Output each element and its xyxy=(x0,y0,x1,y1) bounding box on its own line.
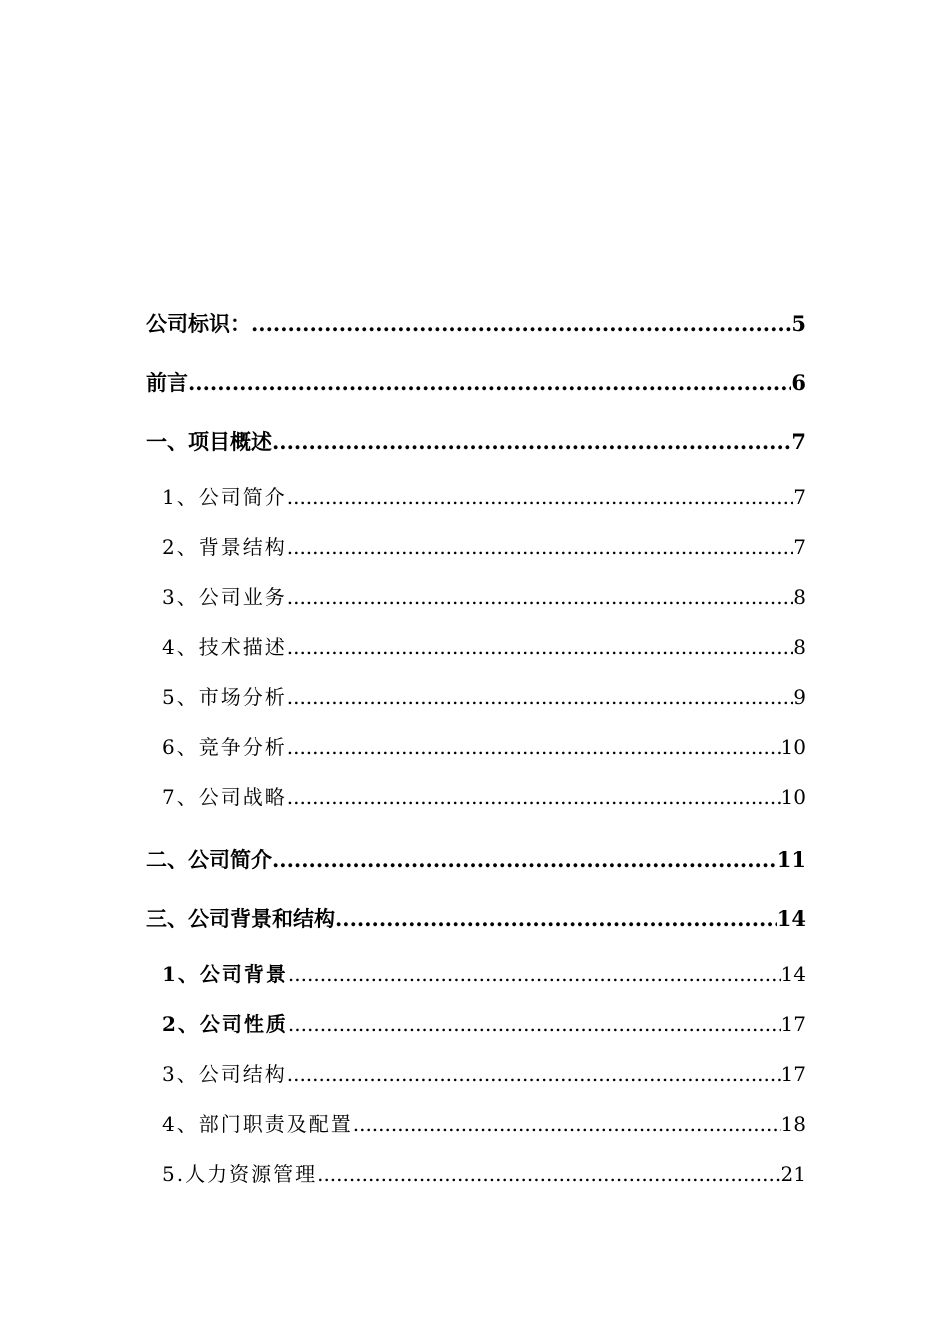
toc-entry-label: 二、公司简介 xyxy=(146,847,272,872)
toc-entry-label: 前言 xyxy=(146,370,188,395)
toc-leader-dots xyxy=(288,1004,781,1044)
toc-entry-label: 3、公司业务 xyxy=(162,585,287,609)
toc-entry-label: 3、公司结构 xyxy=(162,1062,287,1086)
toc-page-number: 7 xyxy=(793,535,806,559)
table-of-contents xyxy=(146,300,806,1204)
toc-entry-label: 三、公司背景和结构 xyxy=(146,906,335,931)
toc-leader-dots xyxy=(353,1104,781,1144)
toc-leader-dots xyxy=(287,477,794,517)
toc-subentry-company-structure[interactable] xyxy=(146,1054,806,1104)
toc-page-number: 21 xyxy=(780,1162,806,1186)
toc-leader-dots xyxy=(287,577,794,617)
toc-page-number: 14 xyxy=(780,962,806,986)
toc-subentry-department-duties[interactable] xyxy=(146,1104,806,1154)
toc-entry-label: 2、背景结构 xyxy=(162,535,287,559)
toc-entry-label: 1、公司简介 xyxy=(162,485,287,509)
toc-leader-dots xyxy=(272,836,777,884)
toc-page-number: 8 xyxy=(793,635,806,659)
toc-entry-label: 7、公司战略 xyxy=(162,785,287,809)
toc-subentry-company-background[interactable] xyxy=(146,954,806,1004)
toc-entry-company-logo[interactable] xyxy=(146,300,806,359)
toc-leader-dots xyxy=(335,895,777,943)
toc-subentry-company-strategy[interactable] xyxy=(146,777,806,827)
toc-page-number: 7 xyxy=(791,429,806,454)
toc-page-number: 8 xyxy=(793,585,806,609)
toc-page-number: 5 xyxy=(791,311,806,336)
toc-page-number: 10 xyxy=(780,785,806,809)
toc-subentry-company-intro[interactable] xyxy=(146,477,806,527)
toc-leader-dots xyxy=(287,527,794,567)
toc-page-number: 18 xyxy=(780,1112,806,1136)
toc-entry-company-profile[interactable] xyxy=(146,836,806,895)
toc-subentry-company-nature[interactable] xyxy=(146,1004,806,1054)
toc-leader-dots xyxy=(272,418,791,466)
toc-spacer xyxy=(146,827,806,836)
toc-entry-label: 4、技术描述 xyxy=(162,635,287,659)
toc-leader-dots xyxy=(287,1054,781,1094)
toc-entry-label: 1、公司背景 xyxy=(162,962,288,986)
toc-subentry-background-structure[interactable] xyxy=(146,527,806,577)
toc-entry-company-background-structure[interactable] xyxy=(146,895,806,954)
toc-page-number: 14 xyxy=(776,906,806,931)
toc-entry-label: 5.人力资源管理 xyxy=(162,1162,318,1186)
toc-entry-label: 一、项目概述 xyxy=(146,429,272,454)
toc-entry-label: 公司标识： xyxy=(146,311,251,336)
toc-leader-dots xyxy=(287,627,794,667)
toc-entry-label: 4、部门职责及配置 xyxy=(162,1112,353,1136)
toc-entry-label: 2、公司性质 xyxy=(162,1012,288,1036)
toc-page-number: 11 xyxy=(776,847,806,872)
toc-page-number: 6 xyxy=(791,370,806,395)
toc-leader-dots xyxy=(188,359,791,407)
toc-leader-dots xyxy=(288,954,781,994)
toc-subentry-competition-analysis[interactable] xyxy=(146,727,806,777)
toc-subentry-hr-management[interactable] xyxy=(146,1154,806,1204)
toc-subentry-market-analysis[interactable] xyxy=(146,677,806,727)
toc-leader-dots xyxy=(287,677,794,717)
toc-entry-label: 5、市场分析 xyxy=(162,685,287,709)
toc-page-number: 7 xyxy=(793,485,806,509)
toc-entry-preface[interactable] xyxy=(146,359,806,418)
toc-subentry-company-business[interactable] xyxy=(146,577,806,627)
toc-page-number: 10 xyxy=(780,735,806,759)
toc-page-number: 9 xyxy=(793,685,806,709)
toc-leader-dots xyxy=(251,300,791,348)
toc-page-number: 17 xyxy=(780,1012,806,1036)
toc-subentry-technical-description[interactable] xyxy=(146,627,806,677)
toc-leader-dots xyxy=(287,777,781,817)
toc-leader-dots xyxy=(287,727,781,767)
toc-entry-label: 6、竞争分析 xyxy=(162,735,287,759)
toc-entry-project-overview[interactable] xyxy=(146,418,806,477)
toc-leader-dots xyxy=(317,1154,780,1194)
toc-page-number: 17 xyxy=(780,1062,806,1086)
